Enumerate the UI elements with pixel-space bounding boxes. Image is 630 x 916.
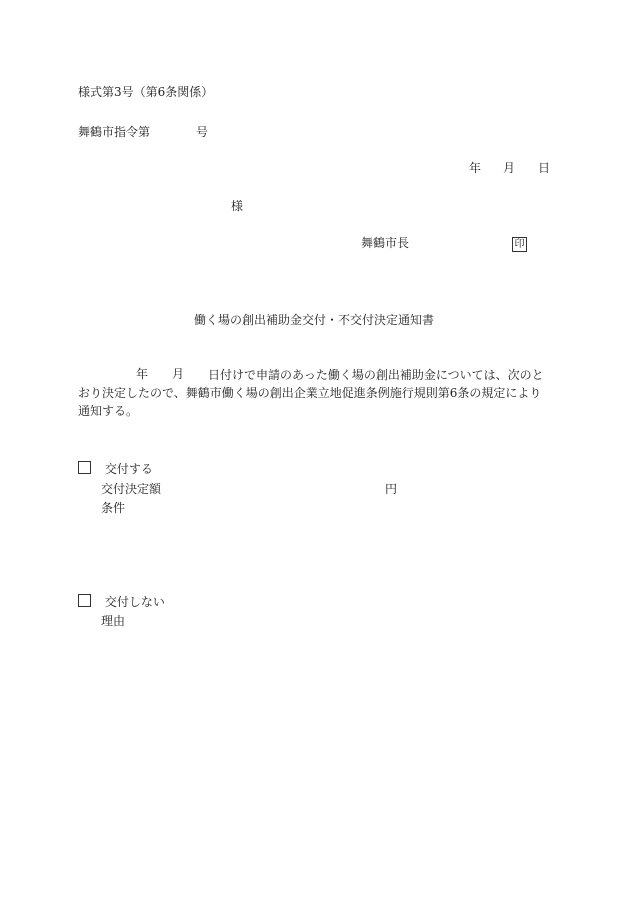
grant-amount-unit: 円 — [385, 482, 398, 496]
grant-checkbox-row — [78, 461, 153, 477]
no-grant-checkbox-row — [78, 594, 165, 610]
grant-checkbox-icon[interactable] — [78, 461, 91, 474]
date-day-label: 日 — [538, 161, 551, 175]
date-month-label: 月 — [503, 161, 516, 175]
document-title: 働く場の創出補助金交付・不交付決定通知書 — [194, 313, 435, 327]
date-year-label: 年 — [469, 161, 482, 175]
grant-conditions-label: 条件 — [101, 501, 126, 515]
reference-number-suffix: 号 — [196, 125, 209, 139]
no-grant-checkbox-icon[interactable] — [78, 594, 91, 607]
form-number: 様式第3号（第6条関係） — [78, 85, 214, 99]
sender-name: 舞鶴市長 — [361, 236, 410, 250]
grant-checkbox-label: 交付する — [104, 462, 153, 476]
addressee-honorific: 様 — [231, 199, 244, 213]
grant-amount-label: 交付決定額 — [101, 482, 162, 496]
reference-number-prefix: 舞鶴市指令第 — [78, 125, 151, 139]
seal-mark-text: 印 — [512, 237, 527, 252]
no-grant-reason-label: 理由 — [101, 614, 126, 628]
body-paragraph: 日付けで申請のあった働く場の創出補助金については、次のとおり決定したので、舞鶴市働く場の創出企業立地促進条例施行規則第6条の規定により通知する。 — [78, 368, 544, 418]
body-year-label: 年 — [136, 367, 149, 381]
seal-mark-icon — [512, 235, 527, 252]
body-month-label: 月 — [172, 367, 185, 381]
no-grant-checkbox-label: 交付しない — [104, 595, 165, 609]
